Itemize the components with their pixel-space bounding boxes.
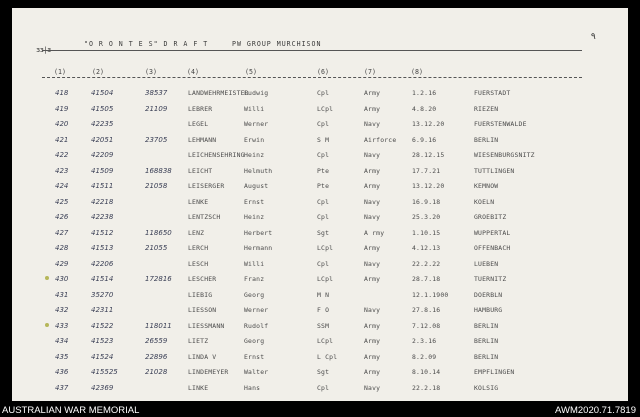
cell-date: 28.7.18	[412, 275, 441, 283]
cell-surname: LINDEMEYER	[188, 368, 229, 376]
cell-given: Ludwig	[244, 89, 269, 97]
col-head-4: (4)	[187, 68, 199, 76]
cell-date: 22.2.22	[412, 259, 441, 268]
cell-place: BERLIN	[474, 321, 499, 330]
cell-id: 415525	[91, 368, 118, 376]
cell-service: Navy	[364, 197, 381, 206]
cell-place: EMPFLINGEN	[474, 368, 515, 376]
cell-id: 41522	[91, 321, 114, 330]
cell-rank: Cpl	[317, 383, 330, 392]
cell-place: GROEBITZ	[474, 213, 507, 221]
cell-surname: LEHMANN	[188, 135, 217, 144]
cell-date: 12.1.1900	[412, 290, 449, 299]
cell-service: Army	[364, 352, 381, 361]
cell-service: Navy	[364, 306, 381, 314]
cell-service: Navy	[364, 213, 381, 221]
cell-surname: LERCH	[188, 244, 209, 252]
cell-n: 427	[55, 228, 69, 237]
cell-surname: LESCHER	[188, 275, 217, 283]
cell-date: 4.8.20	[412, 104, 437, 113]
cell-rank: Cpl	[317, 259, 330, 268]
cell-surname: LINKE	[188, 383, 209, 392]
cell-given: Willi	[244, 259, 265, 268]
cell-surname: LEICHENSEHRING	[188, 151, 245, 159]
cell-rank: Cpl	[317, 197, 330, 206]
cell-given: Ernst	[244, 352, 265, 361]
footer-institution: AUSTRALIAN WAR MEMORIAL	[2, 405, 140, 416]
cell-given: Franz	[244, 275, 265, 283]
cell-rank: M N	[317, 290, 330, 299]
cell-surname: LIETZ	[188, 337, 209, 345]
cell-rank: F O	[317, 306, 330, 314]
cell-rank: L Cpl	[317, 352, 338, 361]
cell-given: Helmuth	[244, 166, 273, 175]
cell-no: 22896	[145, 352, 168, 361]
cell-given: Erwin	[244, 135, 265, 144]
cell-n: 425	[55, 197, 69, 206]
cell-place: LUEBEN	[474, 259, 499, 268]
cell-id: 41504	[91, 89, 114, 97]
cell-rank: Cpl	[317, 151, 330, 159]
header-rule-bottom	[42, 77, 582, 78]
cell-n: 421	[55, 135, 69, 144]
cell-id: 41509	[91, 166, 114, 175]
cell-given: Willi	[244, 104, 265, 113]
cell-service: Navy	[364, 383, 381, 392]
cell-date: 7.12.08	[412, 321, 441, 330]
cell-surname: LIESSON	[188, 306, 217, 314]
cell-n: 430	[55, 275, 69, 283]
cell-place: FUERSTADT	[474, 89, 511, 97]
cell-place: BERLIN	[474, 337, 499, 345]
cell-given: Werner	[244, 120, 269, 128]
cell-date: 4.12.13	[412, 244, 441, 252]
cell-place: TUTTLINGEN	[474, 166, 515, 175]
header-marks: ɜɜ|ɜ	[36, 46, 51, 54]
cell-place: WIESENBURGSNITZ	[474, 151, 535, 159]
cell-id: 41523	[91, 337, 114, 345]
cell-given: Georg	[244, 337, 265, 345]
cell-service: Army	[364, 182, 381, 190]
cell-rank: Sgt	[317, 228, 330, 237]
col-head-6: (6)	[317, 68, 329, 76]
cell-date: 28.12.15	[412, 151, 445, 159]
cell-surname: LEBRER	[188, 104, 213, 113]
row-marker-dot	[45, 323, 49, 327]
cell-surname: LESCH	[188, 259, 209, 268]
cell-service: Airforce	[364, 135, 397, 144]
document-page	[12, 8, 628, 401]
draft-title: "O R O N T E S" D R A F T	[84, 40, 209, 48]
cell-date: 17.7.21	[412, 166, 441, 175]
cell-id: 42051	[91, 135, 114, 144]
cell-id: 42218	[91, 197, 114, 206]
cell-n: 428	[55, 244, 69, 252]
cell-rank: LCpl	[317, 104, 334, 113]
cell-surname: LEISERGER	[188, 182, 225, 190]
cell-date: 1.10.15	[412, 228, 441, 237]
cell-date: 8.10.14	[412, 368, 441, 376]
cell-place: KOLSIG	[474, 383, 499, 392]
cell-date: 13.12.20	[412, 182, 445, 190]
cell-given: Hans	[244, 383, 261, 392]
cell-id: 35270	[91, 290, 114, 299]
cell-service: A rmy	[364, 228, 385, 237]
cell-given: Ernst	[244, 197, 265, 206]
cell-place: KEMNOW	[474, 182, 499, 190]
cell-service: Navy	[364, 259, 381, 268]
cell-n: 434	[55, 337, 69, 345]
col-head-3: (3)	[145, 68, 157, 76]
col-head-5: (5)	[245, 68, 257, 76]
cell-surname: LIESSMANN	[188, 321, 225, 330]
cell-n: 431	[55, 290, 69, 299]
cell-rank: Sgt	[317, 368, 330, 376]
cell-rank: LCpl	[317, 275, 334, 283]
cell-service: Army	[364, 321, 381, 330]
cell-n: 426	[55, 213, 69, 221]
cell-service: Navy	[364, 120, 381, 128]
cell-surname: LIEBIG	[188, 290, 213, 299]
cell-no: 172816	[145, 275, 172, 283]
cell-no: 168838	[145, 166, 172, 175]
col-head-8: (8)	[411, 68, 423, 76]
cell-id: 42209	[91, 151, 114, 159]
cell-service: Army	[364, 275, 381, 283]
cell-no: 23705	[145, 135, 168, 144]
cell-id: 41513	[91, 244, 114, 252]
cell-place: RIEZEN	[474, 104, 499, 113]
cell-id: 41511	[91, 182, 114, 190]
cell-id: 41514	[91, 275, 114, 283]
cell-date: 2.3.16	[412, 337, 437, 345]
cell-place: TUERNITZ	[474, 275, 507, 283]
cell-service: Navy	[364, 151, 381, 159]
cell-surname: LENZ	[188, 228, 205, 237]
cell-given: Hermann	[244, 244, 273, 252]
cell-no: 21109	[145, 104, 168, 113]
cell-n: 423	[55, 166, 69, 175]
cell-date: 22.2.18	[412, 383, 441, 392]
cell-no: 26559	[145, 337, 168, 345]
group-title: PW GROUP MURCHISON	[232, 40, 322, 48]
cell-date: 1.2.16	[412, 89, 437, 97]
cell-surname: LEGEL	[188, 120, 209, 128]
cell-given: August	[244, 182, 269, 190]
col-head-7: (7)	[364, 68, 376, 76]
cell-rank: Cpl	[317, 89, 330, 97]
col-head-1: (1)	[54, 68, 66, 76]
cell-service: Army	[364, 166, 381, 175]
cell-service: Army	[364, 104, 381, 113]
cell-n: 429	[55, 259, 69, 268]
cell-place: OFFENBACH	[474, 244, 511, 252]
cell-given: Rudolf	[244, 321, 269, 330]
cell-rank: Pte	[317, 182, 330, 190]
cell-surname: LINDA V	[188, 352, 217, 361]
cell-given: Heinz	[244, 213, 265, 221]
cell-date: 13.12.20	[412, 120, 445, 128]
cell-n: 420	[55, 120, 69, 128]
cell-surname: LANDWEHRMEISTER	[188, 89, 249, 97]
cell-rank: S M	[317, 135, 330, 144]
cell-rank: LCpl	[317, 337, 334, 345]
cell-rank: Cpl	[317, 120, 330, 128]
footer-accession: AWM2020.71.7819	[555, 405, 636, 416]
cell-id: 42235	[91, 120, 114, 128]
cell-no: 38537	[145, 89, 168, 97]
cell-no: 21058	[145, 182, 168, 190]
cell-no: 21055	[145, 244, 168, 252]
cell-date: 6.9.16	[412, 135, 437, 144]
cell-n: 418	[55, 89, 69, 97]
cell-surname: LENKE	[188, 197, 209, 206]
cell-no: 21028	[145, 368, 168, 376]
cell-given: Werner	[244, 306, 269, 314]
cell-given: Heinz	[244, 151, 265, 159]
cell-place: HAMBURG	[474, 306, 503, 314]
cell-service: Army	[364, 89, 381, 97]
cell-n: 437	[55, 383, 69, 392]
cell-place: DOERBLN	[474, 290, 503, 299]
cell-given: Georg	[244, 290, 265, 299]
cell-n: 424	[55, 182, 69, 190]
cell-n: 432	[55, 306, 69, 314]
cell-place: FUERSTENWALDE	[474, 120, 527, 128]
cell-service: Army	[364, 337, 381, 345]
cell-date: 8.2.09	[412, 352, 437, 361]
cell-id: 42311	[91, 306, 114, 314]
cell-rank: LCpl	[317, 244, 334, 252]
cell-place: WUPPERTAL	[474, 228, 511, 237]
cell-place: BERLIN	[474, 352, 499, 361]
cell-id: 42238	[91, 213, 114, 221]
cell-rank: Pte	[317, 166, 330, 175]
cell-surname: LENTZSCH	[188, 213, 221, 221]
cell-no: 118011	[145, 321, 172, 330]
cell-surname: LEICHT	[188, 166, 213, 175]
cell-given: Herbert	[244, 228, 273, 237]
cell-rank: Cpl	[317, 213, 330, 221]
cell-n: 422	[55, 151, 69, 159]
cell-no: 118650	[145, 228, 172, 237]
cell-place: KOELN	[474, 197, 495, 206]
cell-id: 42369	[91, 383, 114, 392]
cell-service: Army	[364, 244, 381, 252]
cell-date: 27.8.16	[412, 306, 441, 314]
col-head-2: (2)	[92, 68, 104, 76]
header-rule-top	[42, 50, 582, 51]
cell-n: 433	[55, 321, 69, 330]
cell-n: 419	[55, 104, 69, 113]
cell-n: 435	[55, 352, 69, 361]
cell-n: 436	[55, 368, 69, 376]
cell-rank: SSM	[317, 321, 330, 330]
cell-given: Walter	[244, 368, 269, 376]
cell-date: 25.3.20	[412, 213, 441, 221]
cell-id: 42206	[91, 259, 114, 268]
cell-id: 41524	[91, 352, 114, 361]
corner-mark: ٩	[590, 32, 596, 42]
cell-service: Army	[364, 368, 381, 376]
cell-id: 41512	[91, 228, 114, 237]
cell-place: BERLIN	[474, 135, 499, 144]
cell-date: 16.9.18	[412, 197, 441, 206]
row-marker-dot	[45, 276, 49, 280]
cell-id: 41505	[91, 104, 114, 113]
